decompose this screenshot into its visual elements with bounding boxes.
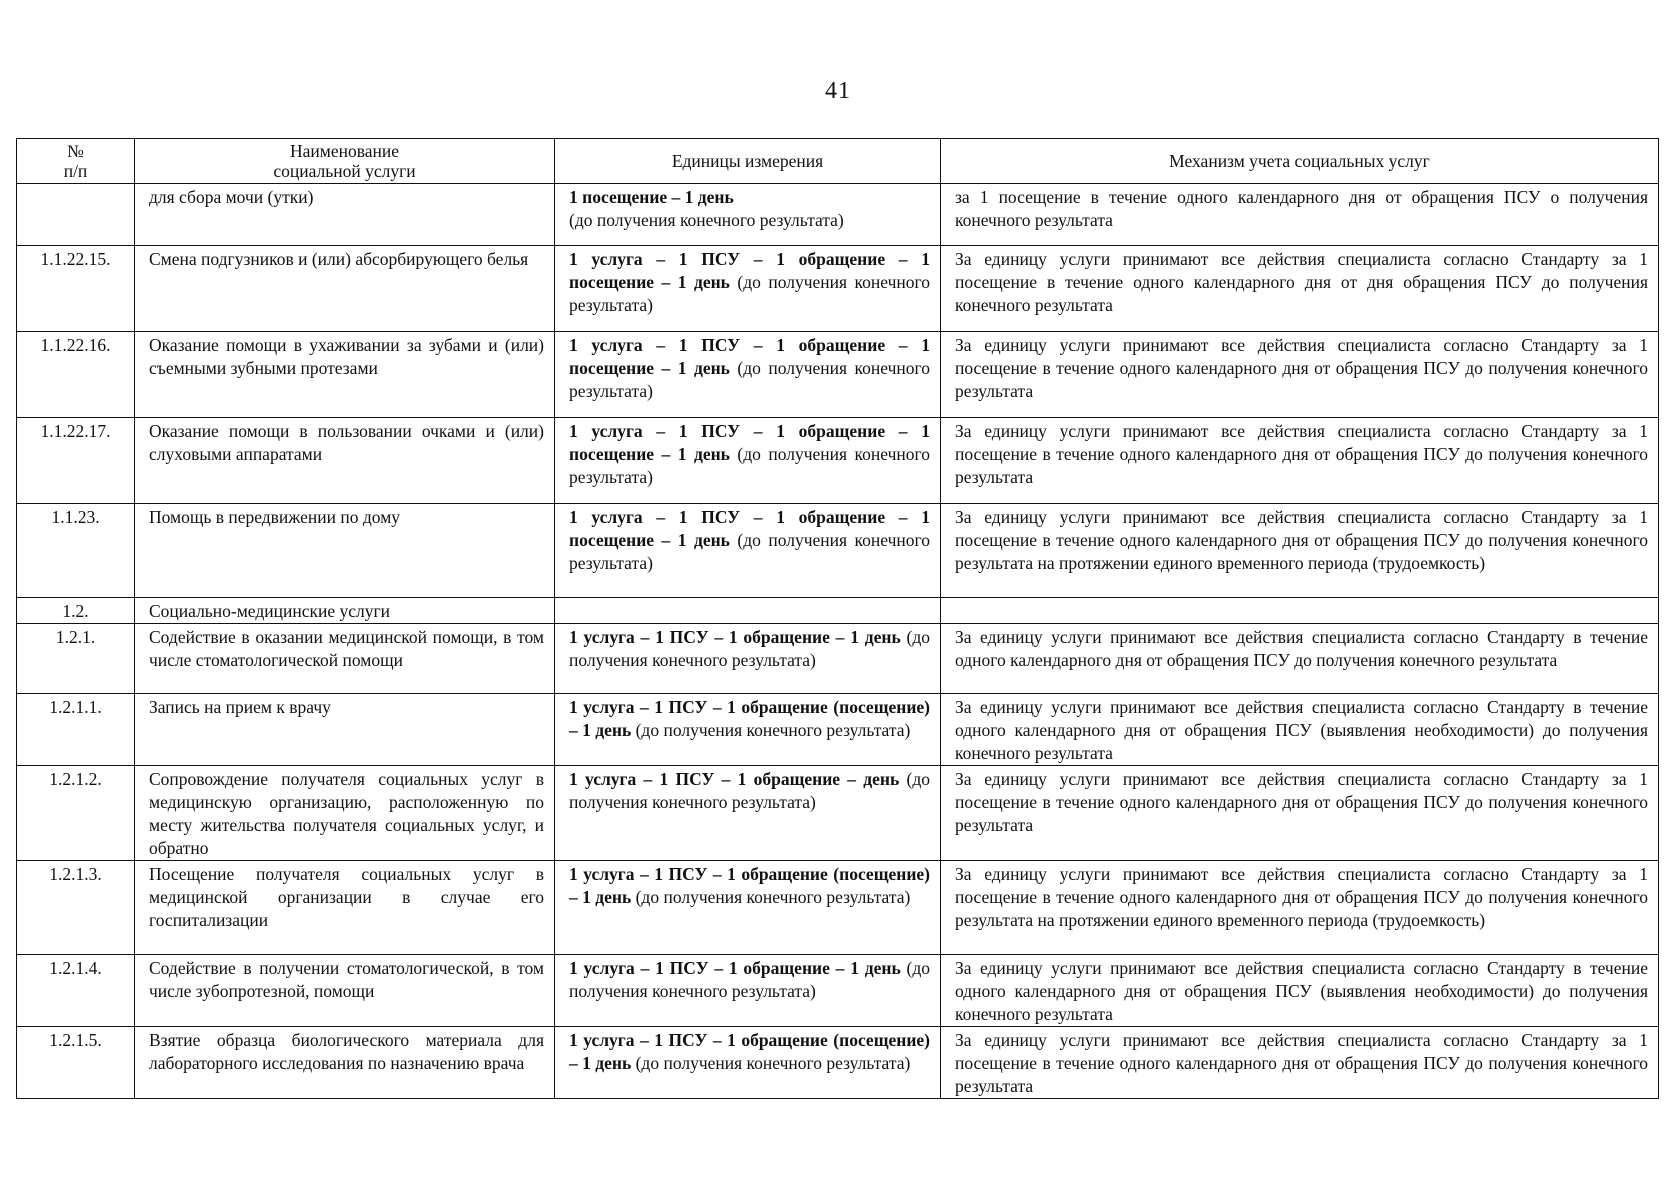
- unit-bold-text: 1 услуга – 1 ПСУ – 1 обращение – 1 посещение – 1 день: [569, 507, 930, 550]
- unit-plain-text: (до получения конечного результата): [569, 444, 930, 487]
- row-number: 1.1.22.16.: [17, 332, 135, 418]
- unit-cell: [555, 694, 941, 766]
- unit-bold-text: 1 услуга – 1 ПСУ – 1 обращение (посещение) – 1 день: [569, 697, 930, 740]
- table-row: [17, 694, 1659, 766]
- table-row: [17, 504, 1659, 598]
- mechanism-text: за 1 посещение в течение одного календарного дня от обращения ПСУ о получения конечного результата: [941, 184, 1659, 246]
- service-name: Содействие в получении стоматологической, в том числе зубопротезной, помощи: [135, 955, 555, 1027]
- table-row: [17, 418, 1659, 504]
- mechanism-text: За единицу услуги принимают все действия специалиста согласно Стандарту за 1 посещение в течение одного календарного дня от обращения ПСУ до получения конечного результата на протяжении единого временного периода (трудоемкость): [941, 504, 1659, 598]
- unit-cell: [555, 246, 941, 332]
- unit-cell: [555, 624, 941, 694]
- unit-plain-text: (до получения конечного результата): [631, 720, 911, 740]
- mechanism-text: За единицу услуги принимают все действия специалиста согласно Стандарту в течение одного календарного дня от обращения ПСУ до получения конечного результата: [941, 624, 1659, 694]
- mechanism-text: За единицу услуги принимают все действия специалиста согласно Стандарту за 1 посещение в течение одного календарного дня от обращения ПСУ до получения конечного результата: [941, 1027, 1659, 1099]
- column-header-name: Наименование социальной услуги: [135, 139, 555, 184]
- unit-bold-text: 1 посещение – 1 день: [569, 187, 734, 207]
- row-number: 1.2.1.: [17, 624, 135, 694]
- column-header-num: № п/п: [17, 139, 135, 184]
- row-number: 1.2.1.1.: [17, 694, 135, 766]
- table-row: [17, 184, 1659, 246]
- table-row: [17, 332, 1659, 418]
- table-row: [17, 955, 1659, 1027]
- service-name: Содействие в оказании медицинской помощи, в том числе стоматологической помощи: [135, 624, 555, 694]
- unit-cell: [555, 418, 941, 504]
- services-table: [16, 138, 1659, 1099]
- section-number: 1.2.: [17, 598, 135, 624]
- unit-bold-text: 1 услуга – 1 ПСУ – 1 обращение – 1 посещение – 1 день: [569, 421, 930, 464]
- mechanism-text: За единицу услуги принимают все действия специалиста согласно Стандарту за 1 посещение в течение одного календарного дня от обращения ПСУ до получения конечного результата на протяжении единого временного периода (трудоемкость): [941, 861, 1659, 955]
- unit-plain-text: (до получения конечного результата): [569, 530, 930, 573]
- service-name: Оказание помощи в ухаживании за зубами и (или) съемными зубными протезами: [135, 332, 555, 418]
- mechanism-text: За единицу услуги принимают все действия специалиста согласно Стандарту за 1 посещение в течение одного календарного дня от обращения ПСУ до получения конечного результата: [941, 766, 1659, 861]
- mechanism-text: За единицу услуги принимают все действия специалиста согласно Стандарту за 1 посещение в течение одного календарного дня от дня обращения ПСУ до получения конечного результата: [941, 246, 1659, 332]
- unit-cell: [555, 1027, 941, 1099]
- table-row: [17, 246, 1659, 332]
- unit-plain-text: (до получения конечного результата): [569, 210, 844, 230]
- unit-cell: [555, 861, 941, 955]
- service-name: Помощь в передвижении по дому: [135, 504, 555, 598]
- unit-bold-text: 1 услуга – 1 ПСУ – 1 обращение – 1 посещение – 1 день: [569, 335, 930, 378]
- table-row: [17, 861, 1659, 955]
- unit-bold-text: 1 услуга – 1 ПСУ – 1 обращение – день: [569, 769, 900, 789]
- column-header-unit: Единицы измерения: [555, 139, 941, 184]
- mechanism-text: За единицу услуги принимают все действия специалиста согласно Стандарту за 1 посещение в течение одного календарного дня от обращения ПСУ до получения конечного результата: [941, 332, 1659, 418]
- unit-plain-text: (до получения конечного результата): [569, 769, 930, 812]
- unit-plain-text: (до получения конечного результата): [569, 627, 930, 670]
- service-name: Сопровождение получателя социальных услуг в медицинскую организацию, расположенную по месту жительства получателя социальных услуг, и обратно: [135, 766, 555, 861]
- row-number: 1.2.1.4.: [17, 955, 135, 1027]
- unit-bold-text: 1 услуга – 1 ПСУ – 1 обращение – 1 день: [569, 627, 901, 647]
- unit-cell: [555, 332, 941, 418]
- service-name: Смена подгузников и (или) абсорбирующего белья: [135, 246, 555, 332]
- unit-cell: [555, 504, 941, 598]
- row-number: 1.2.1.3.: [17, 861, 135, 955]
- unit-cell: [555, 955, 941, 1027]
- unit-plain-text: (до получения конечного результата): [631, 887, 911, 907]
- unit-plain-text: (до получения конечного результата): [569, 958, 930, 1001]
- service-name: Оказание помощи в пользовании очками и (или) слуховыми аппаратами: [135, 418, 555, 504]
- column-header-mechanism: Механизм учета социальных услуг: [941, 139, 1659, 184]
- table-header-row: [17, 139, 1659, 184]
- row-number: 1.2.1.5.: [17, 1027, 135, 1099]
- mechanism-text: За единицу услуги принимают все действия специалиста согласно Стандарту в течение одного календарного дня от обращения ПСУ (выявления необходимости) до получения конечного результата: [941, 694, 1659, 766]
- unit-plain-text: (до получения конечного результата): [569, 272, 930, 315]
- unit-bold-text: 1 услуга – 1 ПСУ – 1 обращение – 1 день: [569, 958, 901, 978]
- unit-plain-text: (до получения конечного результата): [631, 1053, 911, 1073]
- service-name: для сбора мочи (утки): [135, 184, 555, 246]
- unit-bold-text: 1 услуга – 1 ПСУ – 1 обращение (посещение) – 1 день: [569, 1030, 930, 1073]
- row-number: 1.1.23.: [17, 504, 135, 598]
- unit-cell: [555, 184, 941, 246]
- unit-bold-text: 1 услуга – 1 ПСУ – 1 обращение (посещение) – 1 день: [569, 864, 930, 907]
- unit-plain-text: (до получения конечного результата): [569, 358, 930, 401]
- row-number: [17, 184, 135, 246]
- unit-cell: [555, 598, 941, 624]
- mechanism-text: За единицу услуги принимают все действия специалиста согласно Стандарту в течение одного календарного дня от обращения ПСУ (выявления необходимости) до получения конечного результата: [941, 955, 1659, 1027]
- section-row: [17, 598, 1659, 624]
- row-number: 1.1.22.15.: [17, 246, 135, 332]
- table-row: [17, 624, 1659, 694]
- service-name: Запись на прием к врачу: [135, 694, 555, 766]
- section-name: Социально-медицинские услуги: [135, 598, 555, 624]
- row-number: 1.2.1.2.: [17, 766, 135, 861]
- table-row: [17, 1027, 1659, 1099]
- page-number: 41: [825, 78, 851, 104]
- service-name: Взятие образца биологического материала для лабораторного исследования по назначению врача: [135, 1027, 555, 1099]
- row-number: 1.1.22.17.: [17, 418, 135, 504]
- mechanism-text: За единицу услуги принимают все действия специалиста согласно Стандарту за 1 посещение в течение одного календарного дня от обращения ПСУ до получения конечного результата: [941, 418, 1659, 504]
- unit-cell: [555, 766, 941, 861]
- service-name: Посещение получателя социальных услуг в медицинской организации в случае его госпитализации: [135, 861, 555, 955]
- unit-bold-text: 1 услуга – 1 ПСУ – 1 обращение – 1 посещение – 1 день: [569, 249, 930, 292]
- table-row: [17, 766, 1659, 861]
- mechanism-text: [941, 598, 1659, 624]
